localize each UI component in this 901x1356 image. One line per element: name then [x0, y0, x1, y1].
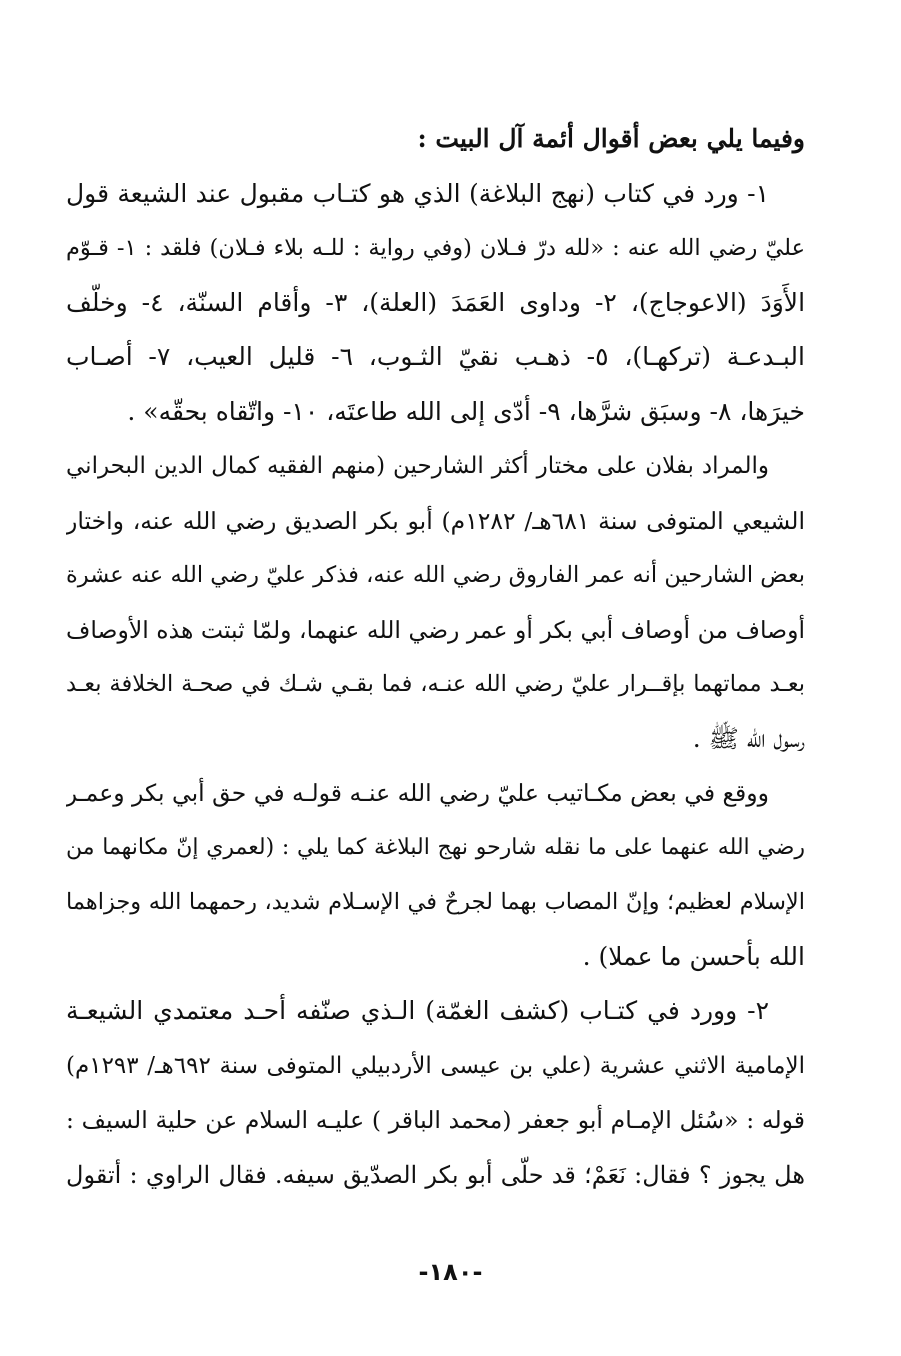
text-line-3: الأَوَدَ (الاعوجاج)، ٢- وداوى العَمَدَ (العلة)، ٣- وأقام السنّة، ٤- وخلّف — [66, 287, 805, 317]
text-line-7: الشيعي المتوفى سنة ٦٨١هـ/ ١٢٨٢م) أبو بكر الصديق رضي الله عنه، واختار — [66, 506, 805, 535]
text-line-17: الإمامية الاثني عشرية (علي بن عيسى الأردبيلي المتوفى سنة ٦٩٢هـ/ ١٢٩٣م) — [66, 1052, 805, 1079]
text-line-15: الله بأحسن ما عملا) . — [582, 941, 805, 971]
text-line-13: رضي الله عنهما على ما نقله شارحو نهج البلاغة كما يلي : (لعمري إنّ مكانهما من — [66, 834, 805, 860]
page-body — [66, 112, 805, 1202]
text-line-1: ١- ورد في كتاب (نهج البلاغة) الذي هو كتـاب مقبول عند الشيعة قول — [66, 178, 769, 208]
text-line-12: ووقع في بعض مكـاتيب عليّ رضي الله عنـه قولـه في حق أبي بكر وعمـر — [66, 779, 769, 807]
text-line-4: البـدعـة (تركهـا)، ٥- ذهـب نقيّ الثـوب، ٦- قليل العيب، ٧- أصـاب — [66, 342, 805, 371]
text-line-18: قوله : «سُئل الإمـام أبو جعفر (محمد الباقر ) عليـه السلام عن حلية السيف : — [66, 1106, 805, 1134]
text-line-14: الإسلام لعظيم؛ وإنّ المصاب بهما لجرحٌ في الإسـلام شديد، رحمهما الله وجزاهما — [66, 889, 805, 915]
text-line-10: بعـد مماتهما بإقــرار عليّ رضي الله عنـه، فما بقـي شـك في صحـة الخلافة بعـد — [66, 671, 805, 697]
text-line-6: والمراد بفلان على مختار أكثر الشارحين (منهم الفقيه كمال الدين البحراني — [66, 453, 769, 479]
text-line-9: أوصاف من أوصاف أبي بكر أو عمر رضي الله عنهما، ولمّا ثبتت هذه الأوصاف — [66, 615, 805, 644]
text-line-19: هل يجوز ؟ فقال: نَعَمْ؛ قد حلّى أبو بكر الصدّيق سيفه. فقال الراوي : أتقول — [66, 1160, 805, 1189]
text-line-11: رسول الله ﷺ . — [692, 723, 805, 753]
text-line-2: عليّ رضي الله عنه : «لله درّ فـلان (وفي رواية : للـه بلاء فـلان) فلقد : ١- قـوّم — [66, 235, 805, 261]
text-line-8: بعض الشارحين أنه عمر الفاروق رضي الله عنه، فذكر عليّ رضي الله عنه عشرة — [66, 562, 805, 588]
text-line-5: خيرَها، ٨- وسبَق شرَّها، ٩- أدّى إلى الله طاعتَه، ١٠- واتّقاه بحقّه» . — [127, 396, 805, 426]
section-heading: وفيما يلي بعض أقوال أئمة آل البيت : — [417, 124, 805, 153]
text-line-16: ٢- وورد في كتـاب (كشف الغمّة) الـذي صنّفه أحـد معتمدي الشيعـة — [66, 996, 769, 1025]
page-number: -١٨٠- — [418, 1258, 483, 1286]
